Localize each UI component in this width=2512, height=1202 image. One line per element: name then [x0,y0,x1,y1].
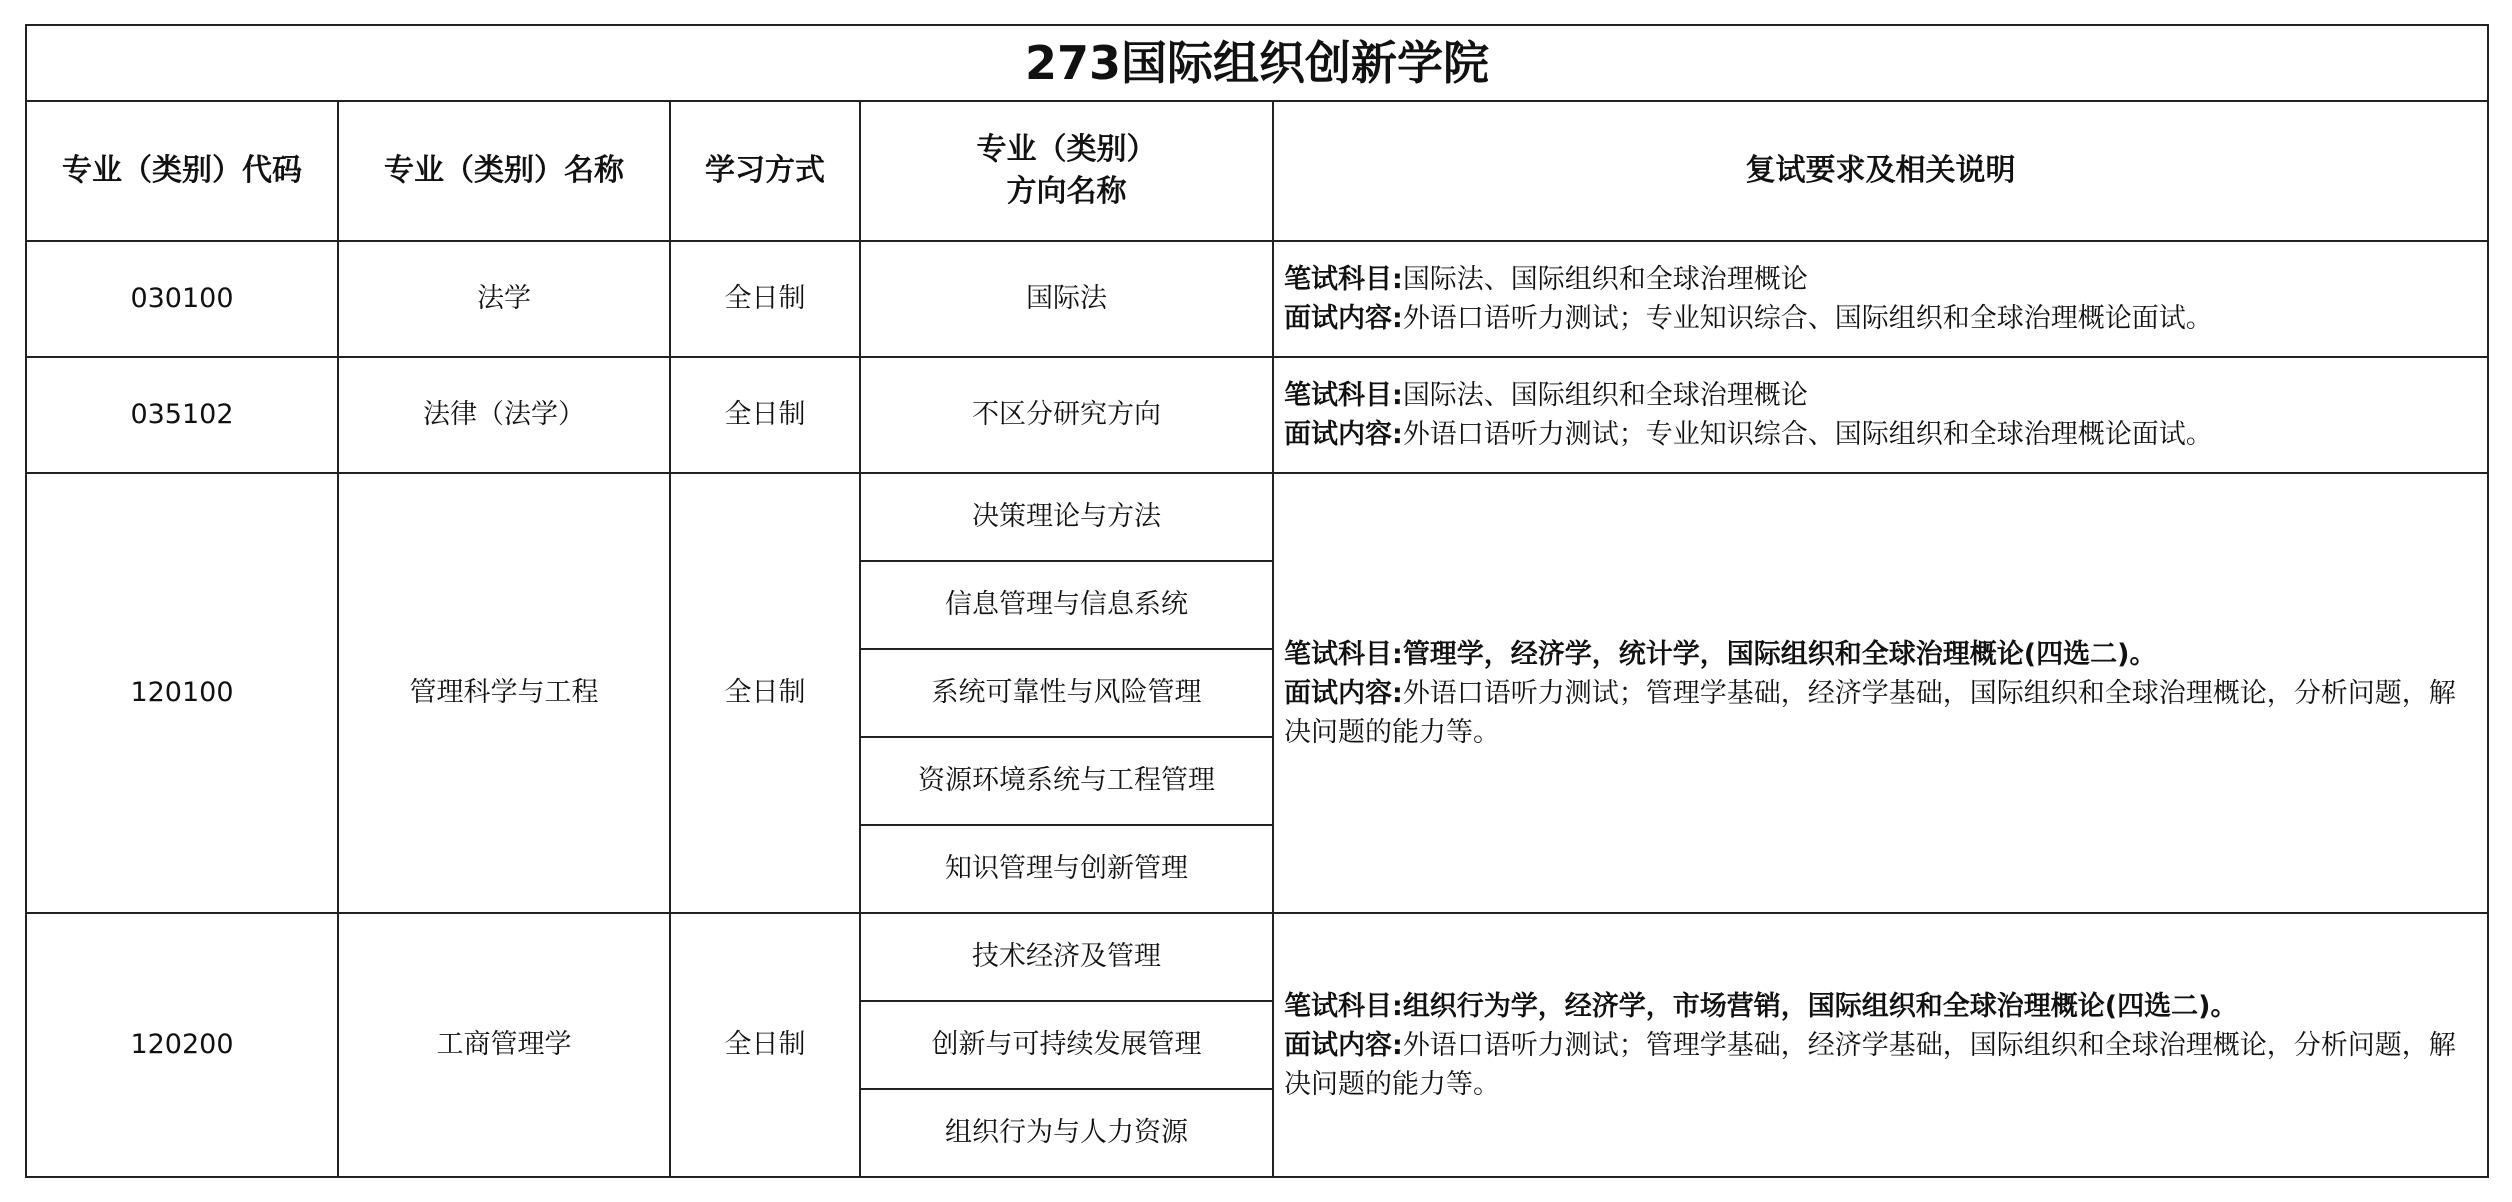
row-direction: 知识管理与创新管理 [860,825,1273,913]
row-direction: 国际法 [860,241,1273,357]
table-row [26,241,2488,357]
written-text: 国际法、国际组织和全球治理概论 [1402,264,1808,295]
row-code: 120100 [26,473,338,913]
row-mode: 全日制 [670,913,860,1177]
row-direction: 不区分研究方向 [860,357,1273,473]
interview-text: 外语口语听力测试；管理学基础，经济学基础，国际组织和全球治理概论，分析问题，解决问题的能力等。 [1284,677,2456,748]
table-row [26,357,2488,473]
row-name: 工商管理学 [338,913,670,1177]
header-code: 专业（类别）代码 [26,101,338,241]
row-direction: 系统可靠性与风险管理 [860,649,1273,737]
written-label: 笔试科目: [1284,638,1403,670]
row-code: 030100 [26,241,338,357]
row-requirements [1273,357,2488,473]
row-name: 法律（法学） [338,357,670,473]
row-code: 120200 [26,913,338,1177]
header-direction [860,101,1273,241]
row-direction: 决策理论与方法 [860,473,1273,561]
header-name: 专业（类别）名称 [338,101,670,241]
written-label: 笔试科目: [1284,264,1403,295]
row-name: 管理科学与工程 [338,473,670,913]
interview-text: 外语口语听力测试；专业知识综合、国际组织和全球治理概论面试。 [1402,303,2213,334]
row-name: 法学 [338,241,670,357]
written-label: 笔试科目: [1284,990,1403,1022]
row-direction: 组织行为与人力资源 [860,1089,1273,1177]
row-requirements [1273,473,2488,913]
header-requirements: 复试要求及相关说明 [1273,101,2488,241]
row-direction: 创新与可持续发展管理 [860,1001,1273,1089]
written-text: 组织行为学，经济学，市场营销，国际组织和全球治理概论(四选二)。 [1402,990,2238,1022]
row-mode: 全日制 [670,357,860,473]
interview-label: 面试内容: [1284,1029,1403,1061]
admissions-table [25,24,2489,1178]
table-row [26,913,2488,1001]
interview-label: 面试内容: [1284,677,1403,709]
row-requirements [1273,913,2488,1177]
written-label: 笔试科目: [1284,380,1403,411]
interview-label: 面试内容: [1284,303,1403,334]
interview-text: 外语口语听力测试；专业知识综合、国际组织和全球治理概论面试。 [1402,419,2213,450]
table-row [26,473,2488,561]
header-mode: 学习方式 [670,101,860,241]
header-direction-line1: 专业（类别） [976,132,1157,167]
row-code: 035102 [26,357,338,473]
row-mode: 全日制 [670,473,860,913]
interview-text: 外语口语听力测试；管理学基础，经济学基础，国际组织和全球治理概论，分析问题，解决问题的能力等。 [1284,1029,2456,1100]
row-requirements [1273,241,2488,357]
written-text: 管理学，经济学，统计学，国际组织和全球治理概论(四选二)。 [1402,638,2157,670]
row-direction: 资源环境系统与工程管理 [860,737,1273,825]
written-text: 国际法、国际组织和全球治理概论 [1402,380,1808,411]
row-mode: 全日制 [670,241,860,357]
header-direction-line2: 方向名称 [1006,174,1127,209]
row-direction: 信息管理与信息系统 [860,561,1273,649]
row-direction: 技术经济及管理 [860,913,1273,1001]
interview-label: 面试内容: [1284,419,1403,450]
table-title: 273国际组织创新学院 [26,25,2488,101]
